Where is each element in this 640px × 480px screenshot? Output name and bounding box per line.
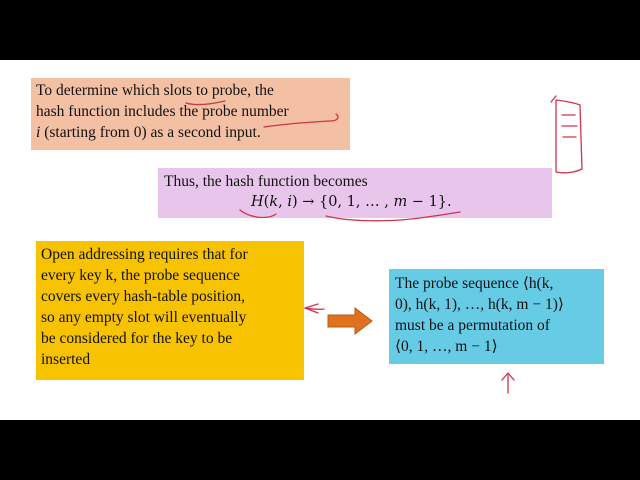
letterbox-bottom [0, 420, 640, 480]
formula-open: ( [263, 194, 270, 210]
box4-line-1: The probe sequence ⟨h(k, [395, 275, 554, 292]
box3-line-5: be considered for the key to be [41, 330, 233, 347]
box3-line-6: inserted [41, 351, 91, 368]
formula-close: ) → {0, 1, … , [291, 194, 394, 210]
formula-rest: − 1}. [407, 194, 452, 210]
ink-margin-note [556, 100, 582, 173]
box2-line-1: Thus, the hash function becomes [164, 173, 368, 190]
ink-arrow-left-tail [305, 308, 324, 309]
box1-line-3 [36, 122, 345, 143]
hash-formula [164, 192, 546, 213]
formula-m: m [393, 194, 408, 210]
formula-comma: , [278, 194, 288, 210]
formula-k: k [269, 194, 279, 210]
box3-line-3: covers every hash-table position, [41, 288, 246, 305]
ink-arrow-up-head [502, 373, 514, 380]
box4-line-3: must be a permutation of [395, 317, 550, 334]
probe-number-box [31, 78, 350, 150]
box1-line-2: hash function includes the probe number [36, 103, 289, 120]
slide [0, 60, 640, 420]
box1-line-3-rest: (starting from 0) as a second input. [40, 124, 261, 141]
box3-line-4: so any empty slot will eventually [41, 309, 247, 326]
letterbox-top [0, 0, 640, 60]
hash-function-box [158, 168, 552, 218]
box1-line-1: To determine which slots to probe, the [36, 82, 274, 99]
right-arrow-icon [327, 307, 373, 335]
formula-H: H [251, 194, 264, 210]
probe-variable: i [36, 124, 41, 141]
box4-line-4: ⟨0, 1, …, m − 1⟩ [395, 338, 498, 355]
box4-line-2: 0), h(k, 1), …, h(k, m − 1)⟩ [395, 296, 564, 313]
formula-i: i [287, 194, 292, 210]
box3-line-1: Open addressing requires that for [41, 246, 248, 263]
open-addressing-box [36, 241, 304, 380]
ink-arrow-left [305, 304, 318, 313]
permutation-box [389, 269, 604, 364]
box3-line-2: every key k, the probe sequence [41, 267, 240, 284]
ink-margin-tick [551, 96, 556, 102]
